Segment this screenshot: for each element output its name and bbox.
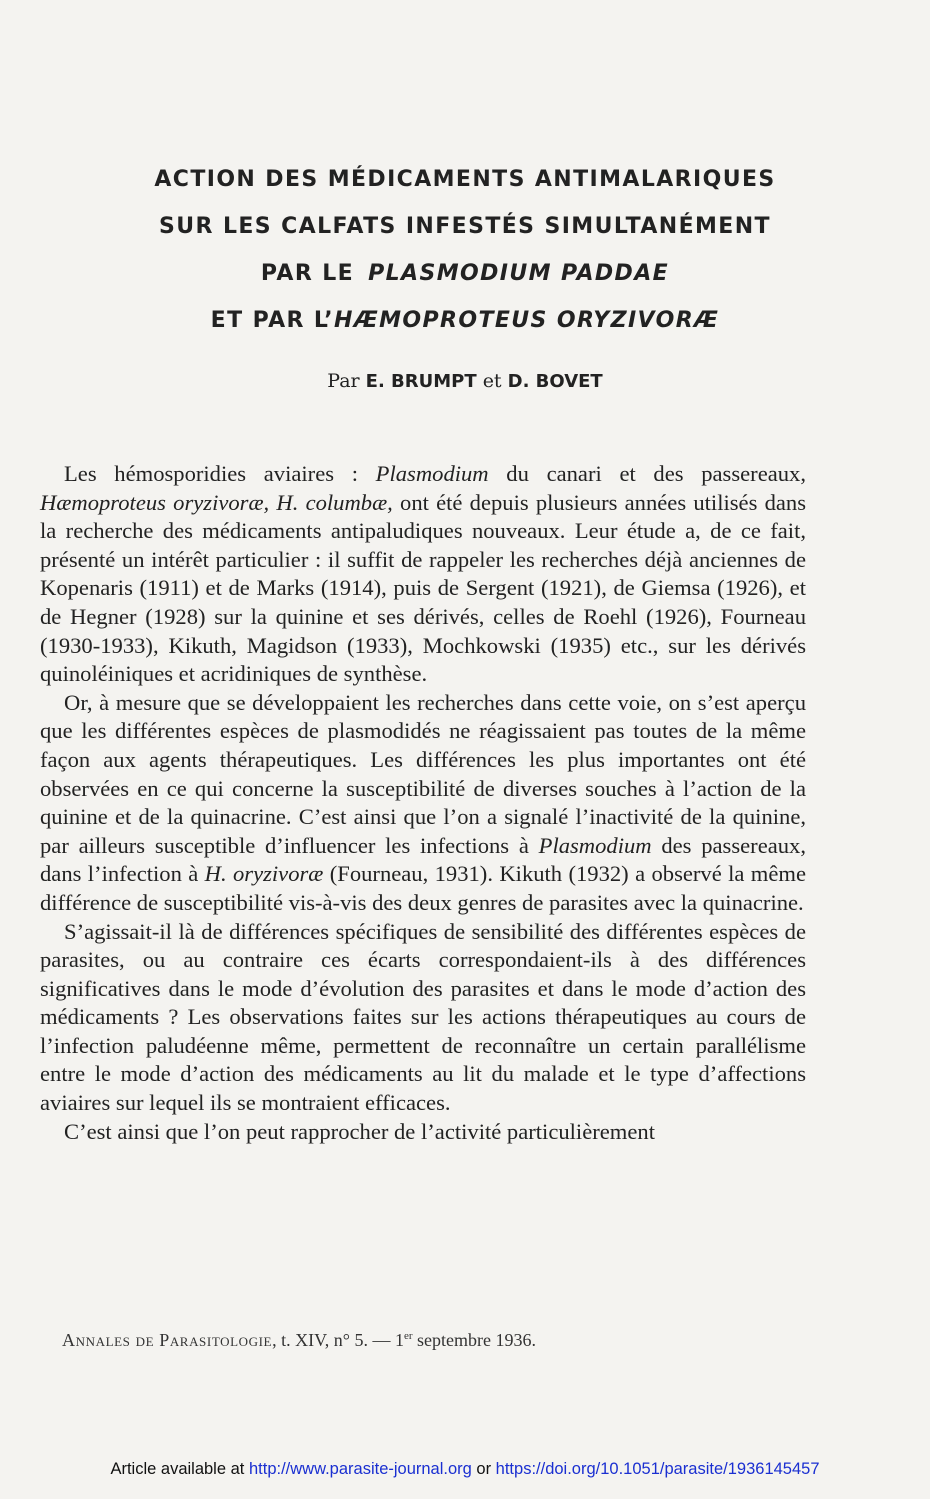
title-line-4-prefix: ET PAR L’ (210, 308, 335, 333)
footnote-date: septembre 1936. (412, 1330, 536, 1350)
p2-text-a: Or, à mesure que se développaient les recherches dans cette voie, on s’est aperçu que les différentes espèces de plasmodidés ne réagissaient pas toutes de la même façon aux agents thérapeutiques. Les différences les plus importantes ont été observées en ce qui concerne la susceptibilité de diverses souches à l’action de la quinine et de la quinacrine. C’est ainsi que l’on a signalé l’inactivité de la quinine, par ailleurs susceptible d’influencer les infections à (40, 689, 806, 858)
title-line-1: ACTION DES MÉDICAMENTS ANTIMALARIQUES (154, 167, 776, 192)
availability-or: or (471, 1460, 496, 1478)
title-line-3 (40, 258, 890, 305)
article-availability (0, 1460, 930, 1479)
article-title (40, 164, 890, 352)
p2-text-b: des passereaux, dans l’infection à (40, 832, 806, 887)
p1-text-a: Les hémosporidies aviaires : (64, 461, 376, 486)
journal-link[interactable]: http://www.parasite-journal.org (248, 1460, 472, 1478)
p2-text-c: (Fourneau, 1931). Kikuth (1932) a observé la même différence de susceptibilité vis-à-vis des deux genres de parasites avec la quinacrine. (40, 861, 806, 915)
byline-par: Par (327, 370, 360, 392)
title-line-4-species: HÆMOPROTEUS ORYZIVORÆ (334, 308, 720, 333)
title-line-2: SUR LES CALFATS INFESTÉS SIMULTANÉMENT (159, 214, 771, 239)
footnote-sup: er (403, 1330, 413, 1342)
paragraph-3: S’agissait-il là de différences spécifiques de sensibilité des différentes espèces de parasites, ou au contraire ces écarts correspondaient-ils à des différences significatives dans le mode d’évolution des parasites et dans le mode d’action des médicaments ? Les observations faites sur les actions thérapeutiques au cours de l’infection paludéenne même, permettent de reconnaître un certain parallélisme entre le mode d’action des médicaments au lit du malade et le type d’affections aviaires sur lequel ils se montraient efficaces. (40, 918, 806, 1116)
footnote-volume: , t. XIV, n° 5. — 1 (272, 1330, 404, 1350)
journal-footnote (62, 1330, 536, 1351)
p1-italic-plasmodium: Plasmodium (375, 461, 489, 486)
byline-et: et (482, 370, 502, 392)
journal-name: Annales de Parasitologie (62, 1330, 273, 1350)
byline (40, 370, 890, 392)
p1-text-b: du canari et des passereaux, (488, 461, 806, 486)
p1-text-c: ont été depuis plusieurs années utilisés dans la recherche des médicaments antipaludiques nouveaux. Leur étude a, de ce fait, présenté un intérêt particulier : il suffit de rappeler les recherches déjà anciennes de Kopenaris (1911) et de Marks (1914), puis de Sergent (1921), de Giemsa (1926), et de Hegner (1928) sur la quinine et ses dérivés, celles de Roehl (1926), Fourneau (1930-1933), Kikuth, Magidson (1933), Mochkowski (1935) etc., sur les dérivés quinoléiniques et acridiniques de synthèse. (40, 489, 806, 687)
paragraph-1 (40, 460, 806, 689)
author-brumpt: E. BRUMPT (365, 371, 477, 392)
p2-italic-oryzivorae: H. oryzivoræ (204, 861, 324, 887)
title-line-3-species: PLASMODIUM PADDAE (368, 261, 670, 286)
doi-link[interactable]: https://doi.org/10.1051/parasite/1936145457 (495, 1460, 820, 1478)
availability-prefix: Article available at (110, 1460, 249, 1478)
p1-italic-haemoproteus: Hæmoproteus oryzivoræ, H. columbæ, (40, 489, 393, 515)
paragraph-2 (40, 689, 806, 918)
title-line-3-prefix: PAR LE (260, 261, 355, 286)
p2-italic-plasmodium: Plasmodium (538, 832, 652, 858)
article-body (40, 460, 806, 1146)
paragraph-4: C’est ainsi que l’on peut rapprocher de l’activité particulièrement (64, 1118, 655, 1144)
title-line-4 (40, 305, 890, 352)
author-bovet: D. BOVET (507, 371, 603, 392)
